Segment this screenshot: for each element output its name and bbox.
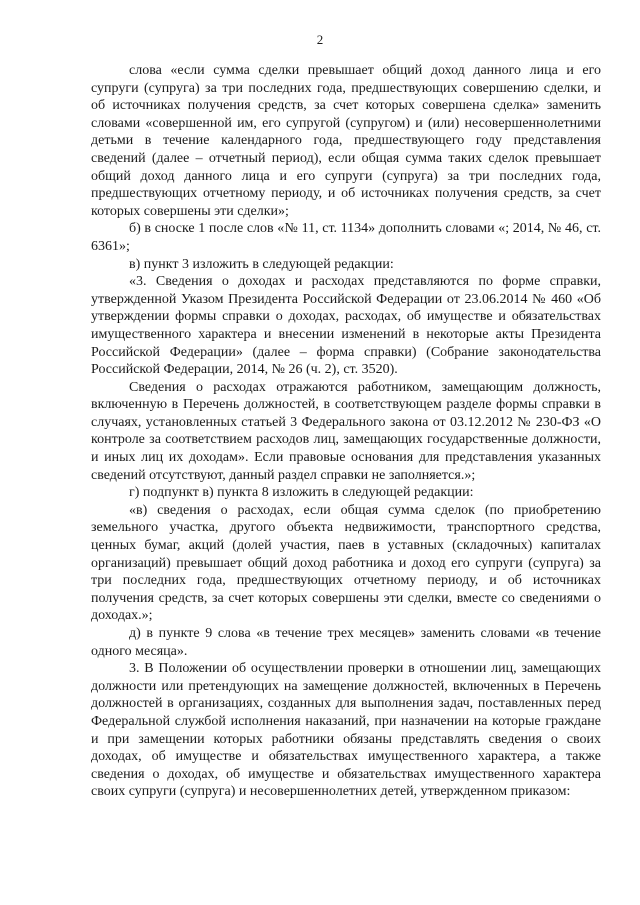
paragraph-item-9-amend: д) в пункте 9 слова «в течение трех месяцев» заменить словами «в течение одного месяца». — [91, 626, 601, 659]
paragraph-amend-words: слова «если сумма сделки превышает общий доход данного лица и его супруги (супруга) за три последних года, предшествующих совершению сделки, и об источниках получения средств, за счет которых совершена сделка» заменить словами «совершенной им, его супругой (супругом) и (или) несовершеннолетними детьми в течение календарного года, предшествующего году представления сведений (далее – отчетный период), если общая сумма таких сделок превышает общий доход данного лица и его супруги (супруга) за три последних года, предшествующих отчетному периоду, и об источниках получения средств, за счет которых совершены эти сделки»; — [91, 63, 601, 219]
paragraph-item-8-text: «в) сведения о расходах, если общая сумма сделок (по приобретению земельного участка, другого объекта недвижимости, транспортного средства, ценных бумаг, акций (долей участия, паев в уставных (складочных) капиталах организаций) превышает общий доход работника и доход его супруги (супруга) за три последних года, предшествующих отчетному периоду, и об источниках получения средств, за счет которых совершены эти сделки, вместе со сведениями о доходах.»; — [91, 502, 601, 624]
paragraph-item-3-text: «3. Сведения о доходах и расходах представляются по форме справки, утвержденной Указом Президента Российской Федерации от 23.06.2014 № 460 «Об утверждении формы справки о доходах, расходах, об имуществе и обязательствах имущественного характера и внесении изменений в некоторые акты Президента Российской Федерации» (далее – форма справки) (Собрание законодательства Российской Федерации, 2014, № 26 (ч. 2), ст. 3520). — [91, 274, 601, 378]
page-number: 2 — [316, 32, 324, 47]
paragraph-expenses-info: Сведения о расходах отражаются работником, замещающим должность, включенную в Перечень должностей, в соответствующем разделе формы справки в случаях, установленных статьей 3 Федерального закона от 03.12.2012 № 230-ФЗ «О контроле за соответствием расходов лиц, замещающих государственные должности, и иных лиц их доходам». Если правовые основания для представления указанных сведений отсутствуют, данный раздел справки не заполняется.»; — [91, 379, 601, 483]
paragraph-footnote-amend: б) в сноске 1 после слов «№ 11, ст. 1134» дополнить словами «; 2014, № 46, ст. 6361»; — [91, 221, 601, 254]
paragraph-section-3: 3. В Положении об осуществлении проверки в отношении лиц, замещающих должности или претендующих на замещение должностей, включенных в Перечень должностей в организациях, созданных для выполнения задач, поставленных перед Федеральной службой исполнения наказаний, при назначении на которые граждане и при замещении которых работники обязаны представлять сведения о своих доходах, об имуществе и обязательствах имущественного характера, а также сведения о доходах, об имуществе и обязательствах имущественного характера своих супруги (супруга) и несовершеннолетних детей, утвержденном приказом: — [91, 661, 601, 800]
document-body — [91, 62, 601, 801]
paragraph-item-3-intro: в) пункт 3 изложить в следующей редакции: — [129, 256, 394, 272]
paragraph-item-8-intro: г) подпункт в) пункта 8 изложить в следующей редакции: — [129, 485, 474, 501]
